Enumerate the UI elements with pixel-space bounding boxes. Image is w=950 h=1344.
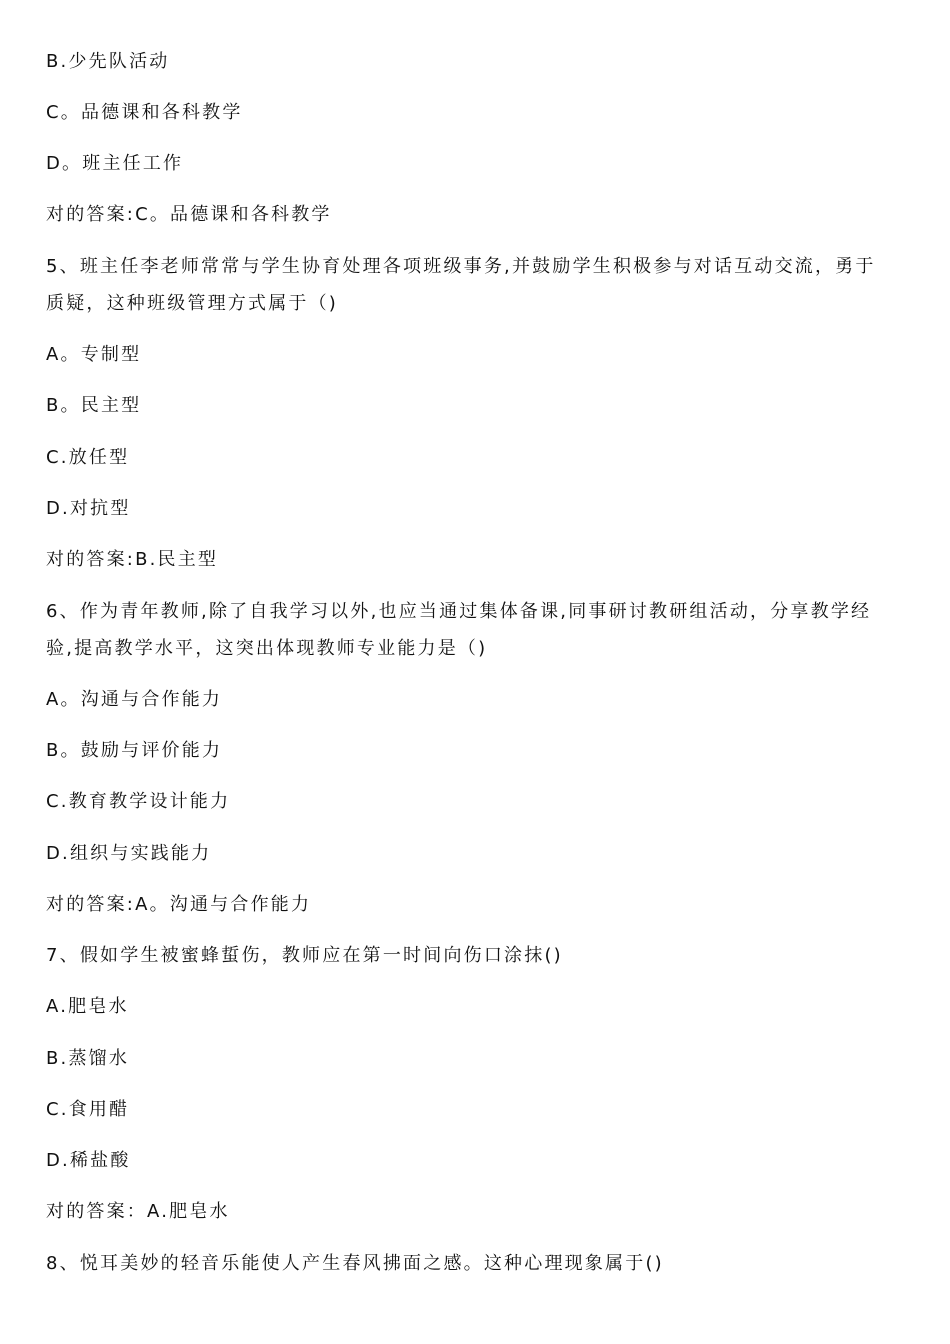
option-c-q5: C.放任型 xyxy=(46,447,130,468)
question-5-line-1: 5、班主任李老师常常与学生协育处理各项班级事务,并鼓励学生积极参与对话互动交流，勇于 xyxy=(46,256,876,277)
question-5-line-2: 质疑，这种班级管理方式属于（) xyxy=(46,293,339,314)
option-b-q7: B.蒸馏水 xyxy=(46,1048,130,1069)
option-c-q4: C。品德课和各科教学 xyxy=(46,102,243,123)
option-b-q6: B。鼓励与评价能力 xyxy=(46,740,223,761)
option-c-q6: C.教育教学设计能力 xyxy=(46,791,231,812)
question-8: 8、悦耳美妙的轻音乐能使人产生春风拂面之感。这种心理现象属于() xyxy=(46,1253,664,1274)
question-6-line-2: 验,提高教学水平，这突出体现教师专业能力是（) xyxy=(46,638,488,659)
option-b-q4: B.少先队活动 xyxy=(46,51,170,72)
question-6-line-1: 6、作为青年教师,除了自我学习以外,也应当通过集体备课,同事研讨教研组活动，分享教学经 xyxy=(46,601,872,622)
answer-q7: 对的答案：A.肥皂水 xyxy=(46,1201,230,1222)
option-d-q7: D.稀盐酸 xyxy=(46,1150,131,1171)
question-7: 7、假如学生被蜜蜂蜇伤，教师应在第一时间向伤口涂抹() xyxy=(46,945,563,966)
option-c-q7: C.食用醋 xyxy=(46,1099,130,1120)
answer-q6: 对的答案:A。沟通与合作能力 xyxy=(46,894,312,915)
option-d-q5: D.对抗型 xyxy=(46,498,131,519)
option-d-q4: D。班主任工作 xyxy=(46,153,184,174)
answer-q4: 对的答案:C。品德课和各科教学 xyxy=(46,204,332,225)
option-b-q5: B。民主型 xyxy=(46,395,142,416)
option-a-q7: A.肥皂水 xyxy=(46,996,129,1017)
option-d-q6: D.组织与实践能力 xyxy=(46,843,212,864)
option-a-q5: A。专制型 xyxy=(46,344,142,365)
option-a-q6: A。沟通与合作能力 xyxy=(46,689,223,710)
answer-q5: 对的答案:B.民主型 xyxy=(46,549,219,570)
